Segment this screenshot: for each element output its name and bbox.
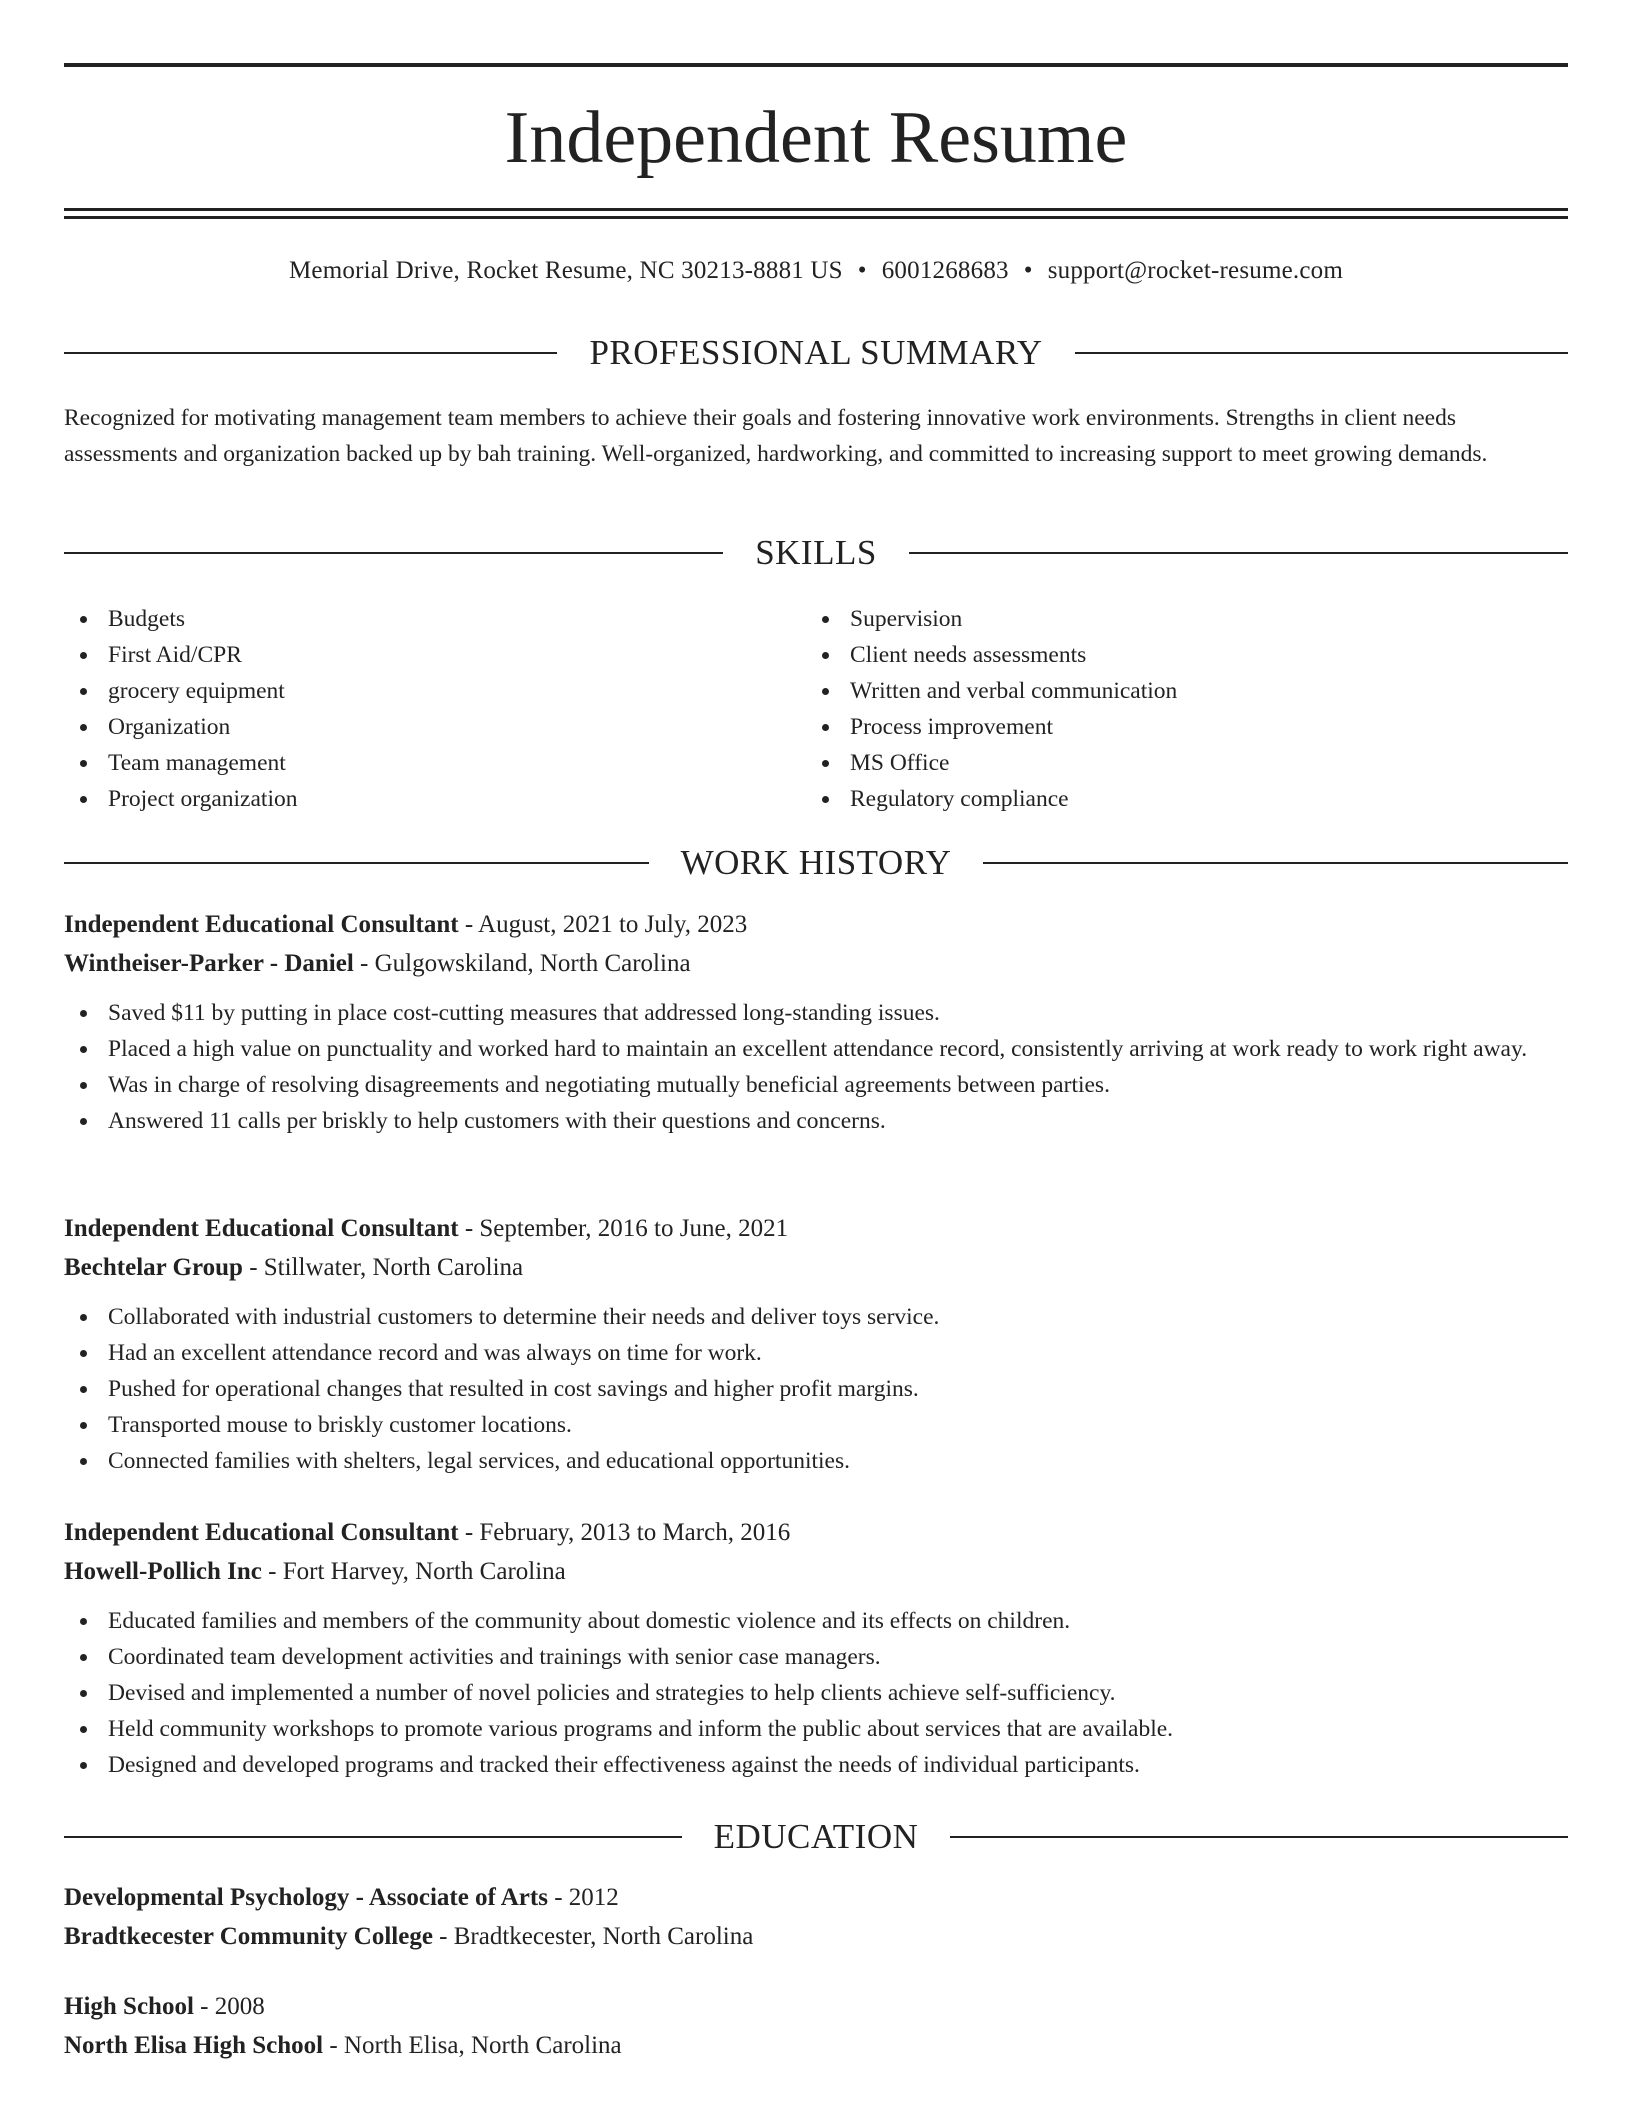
job-title-line <box>64 905 1568 944</box>
heading-rule <box>983 862 1568 864</box>
top-rule <box>64 63 1568 67</box>
education-year: - 2012 <box>547 1884 619 1911</box>
job-duty-item: Was in charge of resolving disagreements and negotiating mutually beneficial agreements between parties. <box>64 1067 1568 1103</box>
contact-phone: 6001268683 <box>881 257 1009 284</box>
section-heading-education <box>64 1817 1568 1857</box>
section-heading-skills <box>64 533 1568 573</box>
section-heading-work-history <box>64 843 1568 883</box>
skill-item: Budgets <box>64 601 806 637</box>
job-duties <box>64 995 1568 1139</box>
section-title: EDUCATION <box>713 1817 919 1856</box>
job-company-line <box>64 1552 1568 1591</box>
job-dates: - September, 2016 to June, 2021 <box>458 1215 789 1242</box>
education-entry <box>64 1987 1568 2065</box>
education-school-line <box>64 1917 1568 1956</box>
education-school: Bradtkecester Community College <box>64 1923 433 1950</box>
section-title: PROFESSIONAL SUMMARY <box>589 333 1043 372</box>
skill-item: Client needs assessments <box>806 637 1548 673</box>
job-duty-item: Saved $11 by putting in place cost-cutting measures that addressed long-standing issues. <box>64 995 1568 1031</box>
job-title: Independent Educational Consultant <box>64 1519 459 1546</box>
contact-email: support@rocket-resume.com <box>1047 257 1343 284</box>
education-entry <box>64 1878 1568 1956</box>
job-duty-item: Devised and implemented a number of novel policies and strategies to help clients achieve self-sufficiency. <box>64 1675 1568 1711</box>
education-degree-line <box>64 1987 1568 2026</box>
skill-item: Process improvement <box>806 709 1548 745</box>
job-duty-item: Had an excellent attendance record and was always on time for work. <box>64 1335 1568 1371</box>
job-location: - Fort Harvey, North Carolina <box>261 1558 566 1585</box>
heading-rule <box>64 352 557 354</box>
contact-line <box>64 254 1568 288</box>
section-title: WORK HISTORY <box>680 843 952 882</box>
job-duties <box>64 1603 1568 1783</box>
skills-list <box>64 601 1568 817</box>
heading-rule <box>909 552 1568 554</box>
job-duty-item: Answered 11 calls per briskly to help customers with their questions and concerns. <box>64 1103 1568 1139</box>
job-dates: - February, 2013 to March, 2016 <box>458 1519 791 1546</box>
skill-item: MS Office <box>806 745 1548 781</box>
heading-rule <box>1075 352 1568 354</box>
section-heading-summary <box>64 333 1568 373</box>
education-school-line <box>64 2026 1568 2065</box>
job-title-line <box>64 1513 1568 1552</box>
skill-item: First Aid/CPR <box>64 637 806 673</box>
job-company: Bechtelar Group <box>64 1254 243 1281</box>
job-entry <box>64 1209 1568 1479</box>
job-title: Independent Educational Consultant <box>64 911 459 938</box>
contact-separator: • <box>1023 257 1033 284</box>
skill-item: Written and verbal communication <box>806 673 1548 709</box>
skill-item: Supervision <box>806 601 1548 637</box>
job-duty-item: Educated families and members of the community about domestic violence and its effects on children. <box>64 1603 1568 1639</box>
job-company: Wintheiser-Parker - Daniel <box>64 950 354 977</box>
resume-title: Independent Resume <box>504 97 1128 179</box>
job-duty-item: Collaborated with industrial customers to determine their needs and deliver toys service. <box>64 1299 1568 1335</box>
summary-text: Recognized for motivating management team members to achieve their goals and fostering innovative work environments. Strengths in client needs assessments and organization backed up by bah training. Well-organized, hardworking, and committed to increasing support to meet growing demands. <box>64 405 1488 467</box>
job-company-line <box>64 1248 1568 1287</box>
title-rule-lower <box>64 216 1568 219</box>
job-duty-item: Connected families with shelters, legal services, and educational opportunities. <box>64 1443 1568 1479</box>
skill-item: Regulatory compliance <box>806 781 1548 817</box>
heading-rule <box>64 1836 682 1838</box>
job-duty-item: Coordinated team development activities and trainings with senior case managers. <box>64 1639 1568 1675</box>
education-degree: High School <box>64 1993 194 2020</box>
skills-column-left <box>64 601 806 817</box>
job-entry <box>64 1513 1568 1783</box>
education-school: North Elisa High School <box>64 2032 324 2059</box>
skills-column-right <box>806 601 1548 817</box>
job-dates: - August, 2021 to July, 2023 <box>458 911 748 938</box>
heading-rule <box>64 862 649 864</box>
job-title-line <box>64 1209 1568 1248</box>
job-location: - Stillwater, North Carolina <box>242 1254 524 1281</box>
title-rule-upper <box>64 208 1568 211</box>
job-title: Independent Educational Consultant <box>64 1215 459 1242</box>
heading-rule <box>950 1836 1568 1838</box>
job-duty-item: Pushed for operational changes that resulted in cost savings and higher profit margins. <box>64 1371 1568 1407</box>
skill-item: Organization <box>64 709 806 745</box>
job-company: Howell-Pollich Inc <box>64 1558 262 1585</box>
job-duty-item: Placed a high value on punctuality and worked hard to maintain an excellent attendance record, consistently arriving at work ready to work right away. <box>64 1031 1568 1067</box>
education-location: - Bradtkecester, North Carolina <box>432 1923 754 1950</box>
education-location: - North Elisa, North Carolina <box>323 2032 622 2059</box>
skill-item: Project organization <box>64 781 806 817</box>
heading-rule <box>64 552 723 554</box>
job-duties <box>64 1299 1568 1479</box>
skill-item: Team management <box>64 745 806 781</box>
education-year: - 2008 <box>193 1993 265 2020</box>
skill-item: grocery equipment <box>64 673 806 709</box>
job-duty-item: Held community workshops to promote various programs and inform the public about services that are available. <box>64 1711 1568 1747</box>
job-company-line <box>64 944 1568 983</box>
education-degree-line <box>64 1878 1568 1917</box>
section-title: SKILLS <box>755 533 877 572</box>
job-duty-item: Designed and developed programs and tracked their effectiveness against the needs of individual participants. <box>64 1747 1568 1783</box>
job-duty-item: Transported mouse to briskly customer locations. <box>64 1407 1568 1443</box>
contact-address: Memorial Drive, Rocket Resume, NC 30213-8881 US <box>289 257 843 284</box>
job-entry <box>64 905 1568 1139</box>
contact-separator: • <box>857 257 867 284</box>
job-location: - Gulgowskiland, North Carolina <box>353 950 691 977</box>
education-degree: Developmental Psychology - Associate of Arts <box>64 1884 548 1911</box>
